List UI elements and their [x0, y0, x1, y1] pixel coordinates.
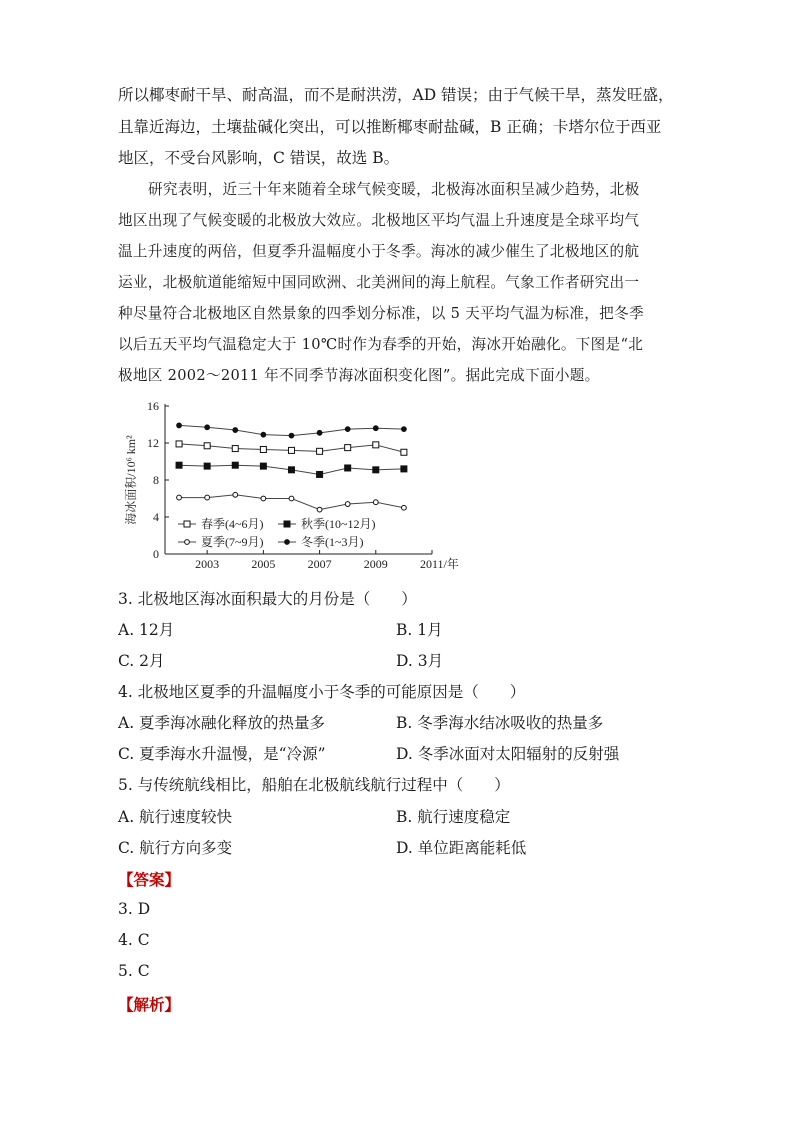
answer-item: 4. C [118, 931, 150, 949]
data-point [177, 495, 182, 500]
q3-option-d[interactable]: D. 3月 [396, 652, 444, 670]
data-point [289, 496, 294, 501]
legend-marker [184, 521, 190, 527]
y-tick-label: 4 [153, 510, 159, 524]
q3-option-c[interactable]: C. 2月 [118, 652, 165, 670]
data-point [317, 471, 323, 477]
data-point [401, 449, 407, 455]
legend-label: 春季(4~6月) [201, 517, 264, 531]
material-line: 研究表明，近三十年来随着全球气候变暖，北极海冰面积呈减少趋势，北极 [148, 181, 640, 198]
legend-label: 秋季(10~12月) [301, 517, 376, 531]
data-point [233, 428, 238, 433]
material-line: 以后五天平均气温稳定大于 10℃时作为春季的开始，海冰开始融化。下图是“北 [118, 336, 644, 353]
data-point [345, 465, 351, 471]
x-tick-label: 2003 [195, 557, 220, 571]
data-point [232, 462, 238, 468]
y-tick-label: 8 [153, 473, 159, 487]
x-tick-label: 2009 [363, 557, 388, 571]
data-point [177, 423, 182, 428]
data-point [401, 466, 407, 472]
data-point [260, 446, 266, 452]
x-tick-label: 2005 [251, 557, 276, 571]
legend-marker [284, 521, 290, 527]
y-tick-label: 12 [147, 436, 159, 450]
data-point [176, 462, 182, 468]
data-point [288, 447, 294, 453]
data-point [204, 463, 210, 469]
data-point [204, 443, 210, 449]
q5-option-a[interactable]: A. 航行速度较快 [118, 808, 233, 826]
data-point [373, 442, 379, 448]
legend-label: 夏季(7~9月) [201, 535, 264, 549]
legend-marker [285, 540, 290, 545]
intro-line: 地区，不受台风影响，C 错误，故选 B。 [118, 149, 400, 167]
analysis-heading: 【解析】 [118, 995, 181, 1014]
data-point [401, 427, 406, 432]
question-5-stem: 5. 与传统航线相比，船舶在北极航线航行过程中（ ） [118, 776, 510, 794]
data-point [205, 495, 210, 500]
data-point [260, 463, 266, 469]
q5-option-c[interactable]: C. 航行方向多变 [118, 839, 233, 857]
y-tick-label: 0 [153, 547, 159, 561]
sea-ice-area-chart [118, 396, 468, 576]
data-point [288, 467, 294, 473]
data-point [373, 426, 378, 431]
intro-line: 且靠近海边，土壤盐碱化突出，可以推断椰枣耐盐碱，B 正确；卡塔尔位于西亚 [118, 118, 662, 136]
legend-marker [185, 540, 190, 545]
answer-item: 5. C [118, 962, 150, 980]
data-point [176, 441, 182, 447]
question-3-stem: 3. 北极地区海冰面积最大的月份是（ ） [118, 590, 417, 608]
material-line: 地区出现了气候变暖的北极放大效应。北极地区平均气温上升速度是全球平均气 [118, 212, 640, 229]
data-point [289, 433, 294, 438]
y-axis-label: 海冰面积/10⁶ km² [124, 435, 138, 525]
data-point [261, 432, 266, 437]
data-point [205, 425, 210, 430]
q4-option-d[interactable]: D. 冬季冰面对太阳辐射的反射强 [396, 745, 620, 763]
data-point [317, 430, 322, 435]
data-point [232, 446, 238, 452]
data-point [373, 467, 379, 473]
data-point [345, 445, 351, 451]
data-point [317, 507, 322, 512]
x-tick-label: 2007 [307, 557, 332, 571]
answer-item: 3. D [118, 900, 151, 918]
q4-option-b[interactable]: B. 冬季海水结冰吸收的热量多 [396, 714, 604, 732]
data-point [345, 502, 350, 507]
q3-option-b[interactable]: B. 1月 [396, 621, 443, 639]
y-tick-label: 16 [147, 399, 159, 413]
material-line: 种尽量符合北极地区自然景象的四季划分标准，以 5 天平均气温为标准，把冬季 [118, 305, 644, 322]
material-line: 温上升速度的两倍，但夏季升温幅度小于冬季。海冰的减少催生了北极地区的航 [118, 243, 640, 260]
material-line: 运业，北极航道能缩短中国同欧洲、北美洲间的海上航程。气象工作者研究出一 [118, 274, 640, 291]
question-4-stem: 4. 北极地区夏季的升温幅度小于冬季的可能原因是（ ） [118, 683, 526, 701]
q5-option-d[interactable]: D. 单位距离能耗低 [396, 839, 527, 857]
q4-option-c[interactable]: C. 夏季海水升温慢，是“冷源” [118, 745, 326, 763]
data-point [401, 505, 406, 510]
x-tick-label: 2011/年 [420, 557, 459, 571]
intro-line: 所以椰枣耐干旱、耐高温，而不是耐洪涝，AD 错误；由于气候干旱，蒸发旺盛， [118, 86, 674, 104]
data-point [373, 500, 378, 505]
data-point [345, 427, 350, 432]
material-line: 极地区 2002～2011 年不同季节海冰面积变化图”。据此完成下面小题。 [118, 367, 600, 384]
q5-option-b[interactable]: B. 航行速度稳定 [396, 808, 511, 826]
data-point [261, 496, 266, 501]
answer-heading: 【答案】 [118, 870, 181, 889]
legend-label: 冬季(1~3月) [301, 535, 364, 549]
data-point [233, 492, 238, 497]
data-point [317, 448, 323, 454]
q4-option-a[interactable]: A. 夏季海冰融化释放的热量多 [118, 714, 326, 732]
q3-option-a[interactable]: A. 12月 [118, 621, 175, 639]
